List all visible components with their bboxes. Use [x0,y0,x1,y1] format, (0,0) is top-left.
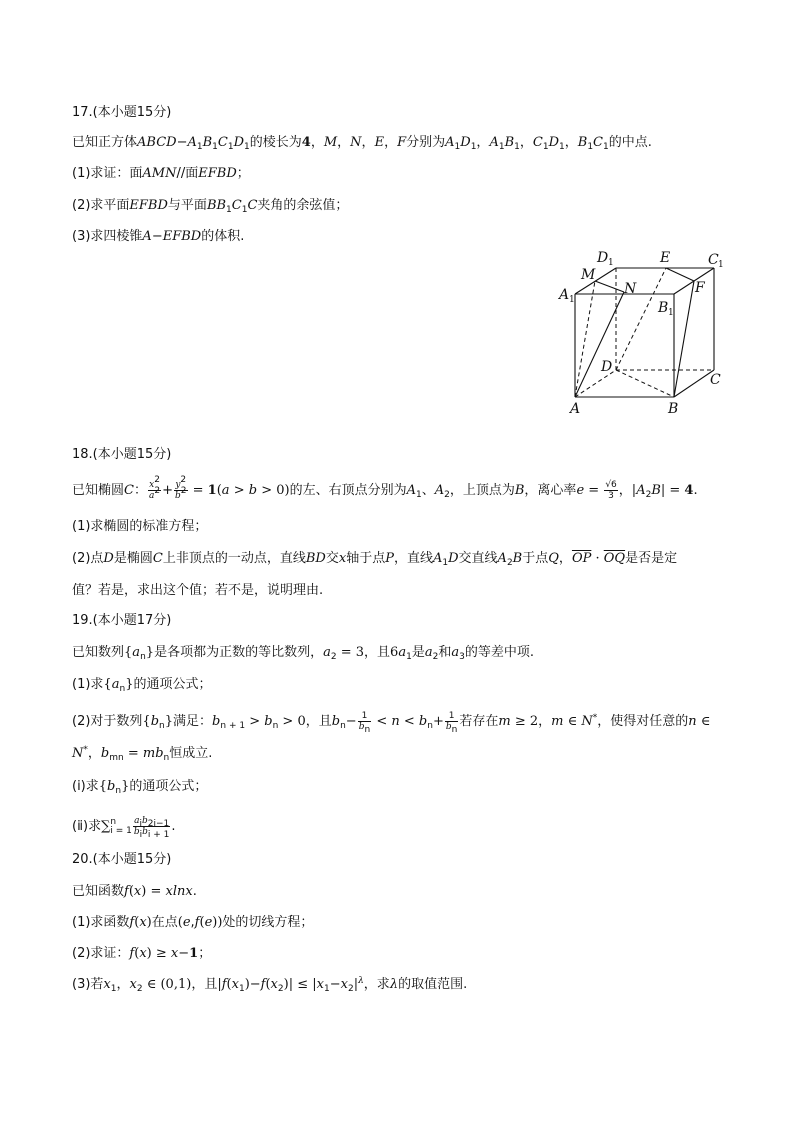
q18-header: 18.(本小题15分) [72,447,172,462]
edge-BC [674,370,714,397]
q18-part2-text-h: 于点 [522,551,549,566]
q19-part2-line2: N*，$b_{mn} = mb_n$恒成立. [72,745,213,763]
q17-part3-text-a: (3)求四棱锥 [72,229,143,244]
q17-stem-text-a: 已知正方体 [72,135,138,150]
line-MN [595,281,624,292]
q20-header: 20.(本小题15分) [72,852,172,867]
label-A: A [570,401,581,417]
q18-part2-line1: (2)点D是椭圆C上非顶点的一动点，直线BD交x轴于点P，直线$A_1D$交直线$A_2B$于点Q，$\overline{OP} \cdot \overline{OQ}$是否是定 [72,551,678,568]
q18-part2-text-b: 是椭圆 [113,551,153,566]
q18-stem-text-b: 的左、右顶点分别为 [289,483,407,498]
q19-part2-line1: (2)对于数列$\{b_n\}$满足：$b_{n + 1} > b_n > 0$，且$b_n-$ $\frac{1}{b_n}$ < $n < b_n+$ $\frac{1}{b_n}$ 若存在m ≥ 2，m ∈ N*，使得对任意的n ∈ [72,711,711,735]
label-A1: A [559,287,570,303]
q17-part1-text-a: (1)求证：面 [72,166,143,181]
q19-part1: (1)求$\{a_n\}$的通项公式； [72,677,212,694]
q17-stem-text-d: 的中点. [608,135,652,150]
q18-part2-text-d: 交 [325,551,339,566]
line-EF [666,268,694,281]
q18-part2-text-g: 交直线 [458,551,498,566]
q17-part2-text-c: 夹角的余弦值； [257,198,349,213]
line-DB [616,370,674,397]
q19-stem-text-e: 和 [438,645,452,660]
q19-part2-i: (ⅰ)求$\{b_n\}$的通项公式； [72,779,208,796]
label-M: M [581,267,596,283]
svg-text:1: 1 [668,308,674,318]
q20-part3-text-c: ，求 [363,977,390,992]
q20-part3-text-b: ，且 [191,977,218,992]
label-F: F [695,280,705,296]
q19-part2-ii: (ⅱ)求∑ n i = 1 $\frac{a_ib_{2i-1}}{b_ib_{i + 1}}$ . [72,816,176,840]
q19-part2-ii-text-a: (ⅱ)求 [72,819,102,834]
q19-part1-text-a: (1)求 [72,677,104,692]
line-BF [674,281,694,397]
q18-part2-text-c: 上非顶点的一动点，直线 [162,551,306,566]
q18-stem-text-a: 已知椭圆 [72,483,125,498]
q20-part1-text-b: 在点 [151,915,178,930]
q19-stem-text-a: 已知数列 [72,645,125,660]
q17-part2-text-a: (2)求平面 [72,198,130,213]
q18-part1: (1)求椭圆的标准方程； [72,519,208,534]
q18-part2-text-a: (2)点 [72,551,104,566]
q20-part3-text-a: (3)若 [72,977,104,992]
q17-stem-text-c: 分别为 [406,135,446,150]
label-E: E [660,250,671,266]
q17-part2: (2)求平面EFBD与平面$BB_1C_1C$夹角的余弦值； [72,198,349,215]
q19-part1-text-b: 的通项公式； [133,677,212,692]
q17-stem: 已知正方体$ABCD-A_1B_1C_1D_1$的棱长为4，M，N，E，F分别为$A_1D_1$，$A_1B_1$，$C_1D_1$，$B_1C_1$的中点. [72,135,652,152]
q20-part2: (2)求证：f(x) ≥ x−1； [72,946,212,961]
q17-part1-text-b: //面 [176,166,199,181]
label-C1: C [708,252,719,268]
label-B1: B [658,300,669,316]
q19-stem: 已知数列$\{a_n\}$是各项都为正数的等比数列，$a_2 = 3$，且$6a_1$是$a_2$和$a_3$的等差中项. [72,645,534,662]
cube-figure [556,248,736,418]
q17-header: 17.(本小题15分) [72,105,172,120]
label-B: B [668,401,679,417]
q19-part2-i-text-b: 的通项公式； [129,779,208,794]
q18-part2-text-i: 是否是定 [625,551,678,566]
svg-text:1: 1 [608,258,614,268]
q19-part2-text-e: ，使得对任意的 [597,714,689,729]
q18-part2-line2: 值？若是，求出这个值；若不是，说明理由. [72,583,324,598]
q19-part2-text-b: 满足： [173,714,213,729]
label-C: C [710,372,721,388]
q19-header: 19.(本小题17分) [72,613,172,628]
q20-part3: (3)若$x_1$，$x_2$ ∈ (0,1)，且$|f(x_1)-f(x_2)| \le |x_1-x_2|^\lambda$，求λ的取值范围. [72,976,468,994]
q19-stem-text-b: 是各项都为正数的等比数列， [154,645,324,660]
svg-text:1: 1 [718,260,724,270]
q19-stem-text-d: 是 [411,645,425,660]
q19-part2-i-text-a: (ⅰ)求 [72,779,99,794]
q18-stem-text-c: ，上顶点为 [449,483,515,498]
q20-part3-text-d: 的取值范围. [398,977,468,992]
q19-stem-text-f: 的等差中项. [464,645,534,660]
svg-text:1: 1 [569,295,575,305]
label-D: D [601,359,613,375]
label-N: N [624,281,637,297]
q18-part2-text-e: 轴于点 [346,551,386,566]
q20-part1: (1)求函数f(x)在点(e,f(e))处的切线方程； [72,915,314,930]
label-D1: D [597,250,609,266]
q20-part2-text-a: (2)求证： [72,946,130,961]
q20-part1-text-c: 处的切线方程； [222,915,314,930]
q17-part1: (1)求证：面AMN//面EFBD； [72,166,250,181]
q18-stem: 已知椭圆C： $\frac{x^2}{a^2}$ + $\frac{y^2}{b^2}$ = 1(a > b > 0)的左、右顶点分别为$A_1$、$A_2$，上顶点为B，离心率e = $\frac{√6}{3}$ ，$|A_2B| = 4$. [72,475,698,501]
q20-part1-text-a: (1)求函数 [72,915,130,930]
q17-part2-text-b: 与平面 [167,198,207,213]
line-AM [575,281,595,397]
q20-stem-text-a: 已知函数 [72,884,125,899]
q17-part3-text-b: 的体积. [201,229,245,244]
q19-part2-text-f: 恒成立. [169,746,213,761]
q19-part2-text-c: ，且 [305,714,332,729]
q18-part2-text-f: ，直线 [393,551,433,566]
q19-part2-text-d: 若存在 [459,714,499,729]
q18-stem-text-d: ，离心率 [524,483,577,498]
q19-part2-text-a: (2)对于数列 [72,714,143,729]
q19-stem-text-c: ，且 [364,645,391,660]
q20-stem: 已知函数f(x) = xlnx. [72,884,197,899]
q17-stem-text-b: 的棱长为 [249,135,302,150]
q17-part3: (3)求四棱锥A−EFBD的体积. [72,229,245,244]
